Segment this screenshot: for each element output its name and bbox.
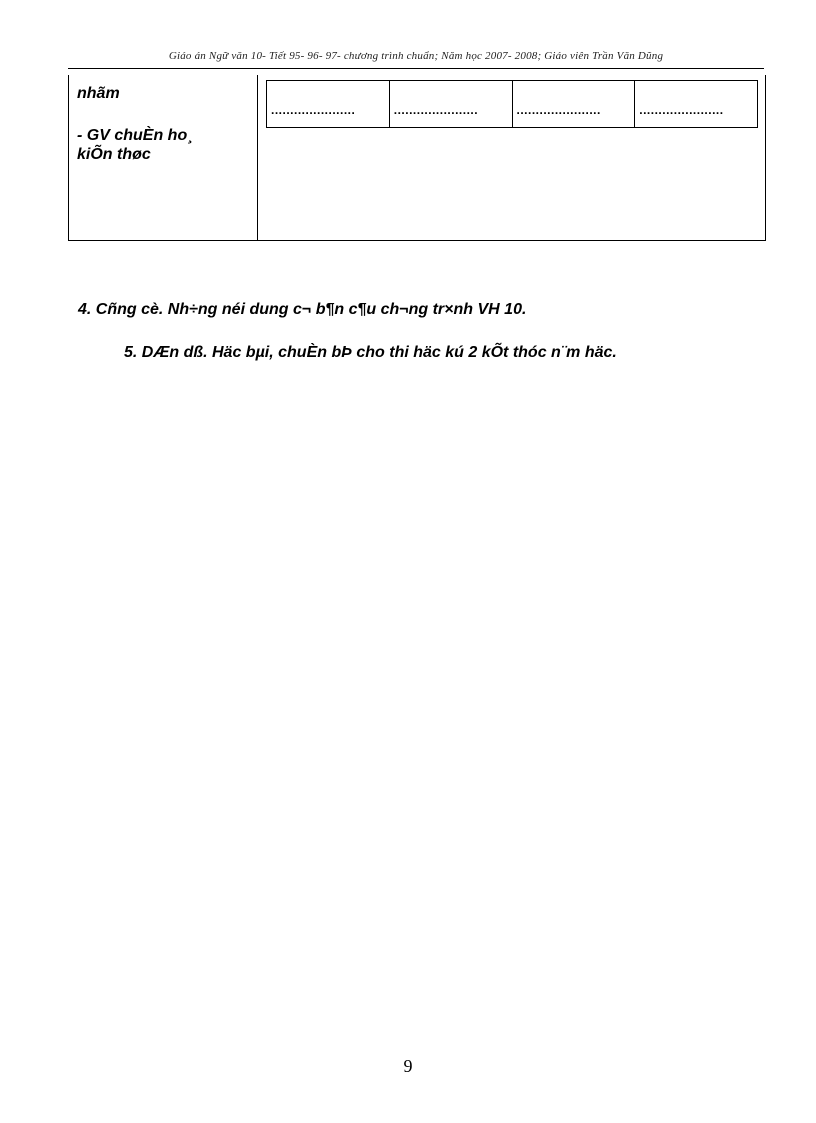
dotted-placeholder: ...................... [516, 103, 601, 117]
page-header: Giáo án Ngữ văn 10- Tiết 95- 96- 97- chương trình chuẩn; Năm học 2007- 2008; Giáo viên Trần Văn Dũng [168, 50, 664, 62]
homework-paragraph: 5. DÆn dß. Häc bµi, chuÈn bÞ cho thi häc kú 2 kÕt thóc n¨m häc. [124, 344, 617, 361]
header-rule [68, 68, 764, 69]
answer-cell-4 [635, 81, 757, 127]
answer-cell-2 [390, 81, 513, 127]
dotted-answer-table [266, 80, 758, 128]
consolidation-paragraph: 4. Cñng cè. Nh÷ng néi dung c¬ b¶n c¶u ch¬ng tr×nh VH 10. [78, 301, 527, 318]
dotted-placeholder: ...................... [639, 103, 724, 117]
dotted-placeholder: ...................... [271, 103, 356, 117]
answer-cell-3 [513, 81, 636, 127]
activity-line-teacher: - GV chuÈn ho¸ [77, 127, 193, 144]
activity-column [69, 75, 258, 240]
activity-line-knowledge: kiÕn thøc [77, 146, 151, 163]
activity-line-group: nhãm [77, 85, 120, 102]
dotted-placeholder: ...................... [393, 103, 479, 117]
lesson-table [68, 75, 766, 241]
page-number: 9 [403, 1056, 413, 1076]
answer-cell-1 [267, 81, 390, 127]
